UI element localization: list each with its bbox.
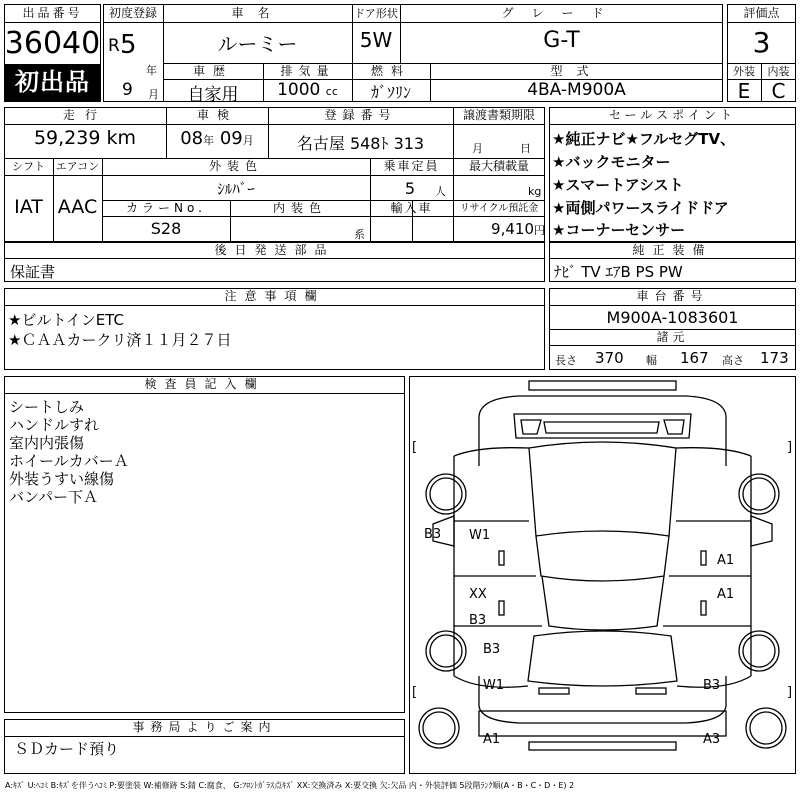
later-parts-value: 保証書 <box>10 263 56 281</box>
notes-label: 注意事項欄 <box>224 289 325 303</box>
inspector-item: ハンドルすれ <box>9 416 100 434</box>
plate-value: 名古屋 548ﾄ 313 <box>296 134 425 153</box>
inspector-item: 外装うすい線傷 <box>9 470 115 488</box>
damage-mark: XX <box>469 587 487 602</box>
exterior-label: 外装 <box>733 65 755 78</box>
inspector-item: 室内内張傷 <box>9 434 85 452</box>
inspector-item: ホイールカバーＡ <box>9 452 129 470</box>
max-load-label: 最大積載量 <box>468 159 529 173</box>
sales-point-item: ★コーナーセンサー <box>552 221 686 239</box>
sales-point-item: ★純正ナビ★フルセグTV、 <box>552 130 736 148</box>
width-label: 幅 <box>646 354 657 367</box>
ac-value: AAC <box>57 196 98 218</box>
damage-mark: B3 <box>469 613 487 628</box>
office-label: 事務局よりご案内 <box>132 720 277 734</box>
exterior-value: E <box>737 79 751 103</box>
model-value: 4BA-M900A <box>527 80 626 100</box>
damage-mark: B3 <box>483 642 501 657</box>
svg-text:]: ] <box>787 685 793 700</box>
note-item: ★ビルトインETC <box>8 311 124 329</box>
ac-label: エアコン <box>55 160 100 173</box>
note-item: ★ＣＡＡカークリ済１１月２７日 <box>8 331 232 349</box>
capacity-value: 5 <box>404 179 416 198</box>
reg-year: 5 <box>120 30 137 60</box>
door-value: 5W <box>359 28 393 52</box>
sales-point-item: ★スマートアシスト <box>552 176 684 194</box>
capacity-unit: 人 <box>435 185 446 198</box>
lot-number: 36040 <box>4 26 101 61</box>
width-value: 167 <box>680 349 709 367</box>
car-diagram <box>409 376 796 774</box>
interior-value: C <box>771 79 786 103</box>
car-name: ルーミー <box>217 32 298 56</box>
dims-label: 諸元 <box>656 330 689 344</box>
sales-points-label: セールスポイント <box>609 108 736 122</box>
history-value: 自家用 <box>187 85 239 105</box>
damage-mark: W1 <box>469 528 491 543</box>
interior-label: 内装 <box>767 65 790 78</box>
first-listing-text: 初出品 <box>15 68 90 96</box>
inspection-value: 08年 09月 <box>180 128 254 149</box>
era: R <box>108 36 120 56</box>
inspector-item: バンパー下Ａ <box>9 488 98 506</box>
ext-color-value: ｼﾙﾊﾞｰ <box>217 180 255 198</box>
model-label: 型式 <box>550 64 603 78</box>
svg-text:]: ] <box>787 440 793 455</box>
int-color-label: 内装色 <box>272 201 327 215</box>
inspector-label: 検査員記入欄 <box>144 377 265 391</box>
first-reg-label: 初度登録 <box>108 6 157 20</box>
displacement-value: 1000 cc <box>277 80 338 100</box>
damage-mark: W1 <box>483 678 505 693</box>
recycle-label: リサイクル預託金 <box>459 203 539 214</box>
height-label: 高さ <box>722 354 744 367</box>
damage-mark: B3 <box>703 678 721 693</box>
history-label: 車歴 <box>192 64 233 78</box>
mileage-label: 走行 <box>62 108 107 122</box>
damage-mark: B3 <box>424 527 442 542</box>
score-label: 評価点 <box>743 6 780 20</box>
equipment-value: ﾅﾋﾞ TV ｴｱB PS PW <box>554 263 683 281</box>
sales-point-item: ★両側パワースライドドア <box>552 199 729 217</box>
damage-mark: A3 <box>703 732 721 747</box>
ext-color-label: 外装色 <box>208 159 263 173</box>
office-value: ＳＤカード預り <box>14 740 120 758</box>
height-value: 173 <box>760 349 789 367</box>
sales-point-item: ★バックモニター <box>552 153 671 171</box>
color-no-label: カラーNo. <box>126 201 206 215</box>
transfer-month: 月 <box>472 142 483 155</box>
recycle-value: 9,410円 <box>491 220 545 238</box>
fuel-value: ｶﾞｿﾘﾝ <box>370 83 411 102</box>
displacement-label: 排気量 <box>280 64 335 78</box>
year-unit: 年 <box>146 64 157 77</box>
import-label: 輸入車 <box>390 201 433 215</box>
length-label: 長さ <box>555 354 577 367</box>
shift-value: IAT <box>14 196 43 218</box>
later-parts-label: 後日発送部品 <box>214 243 335 257</box>
chassis-value: M900A-1083601 <box>606 308 739 327</box>
transfer-day: 日 <box>520 142 531 155</box>
legend-text: A:ｷｽﾞ U:ﾍｺﾐ B:ｷｽﾞを伴うﾍｺﾐ P:要塗装 W:補修跡 S:錆 C:腐食、 G:ﾌﾛﾝﾄｶﾞﾗｽ点ｷｽﾞ XX:交換済み X:要交換 欠:欠品 内・外装評価 5段階ﾗﾝｸ順(A・B・C・D・E) 2 <box>5 781 575 790</box>
damage-mark: A1 <box>483 732 501 747</box>
shift-label: シフト <box>12 160 45 173</box>
score-value: 3 <box>752 26 771 59</box>
max-load-unit: kg <box>528 185 542 198</box>
grade-value: G-T <box>543 28 580 53</box>
length-value: 370 <box>595 349 624 367</box>
door-label: ドア形状 <box>354 7 398 20</box>
equipment-label: 純正装備 <box>632 243 713 257</box>
int-color-unit: 系 <box>354 228 365 241</box>
car-name-label: 車名 <box>231 6 284 20</box>
lot-label: 出品番号 <box>22 6 83 20</box>
damage-mark: A1 <box>717 587 735 602</box>
month-unit: 月 <box>148 88 159 101</box>
mileage-value: 59,239 km <box>33 127 137 149</box>
chassis-label: 車台番号 <box>636 289 709 303</box>
svg-text:[: [ <box>412 440 418 455</box>
reg-month: 9 <box>122 80 133 100</box>
fuel-label: 燃料 <box>370 64 411 78</box>
damage-mark: A1 <box>717 553 735 568</box>
transfer-label: 譲渡書類期限 <box>462 108 535 122</box>
grade-label: グレード <box>501 6 622 20</box>
inspector-item: シートしみ <box>9 398 85 416</box>
capacity-label: 乗車定員 <box>383 159 440 173</box>
plate-label: 登録番号 <box>324 108 397 122</box>
svg-text:[: [ <box>412 685 418 700</box>
inspection-label: 車検 <box>196 108 237 122</box>
color-no-value: S28 <box>150 219 182 238</box>
